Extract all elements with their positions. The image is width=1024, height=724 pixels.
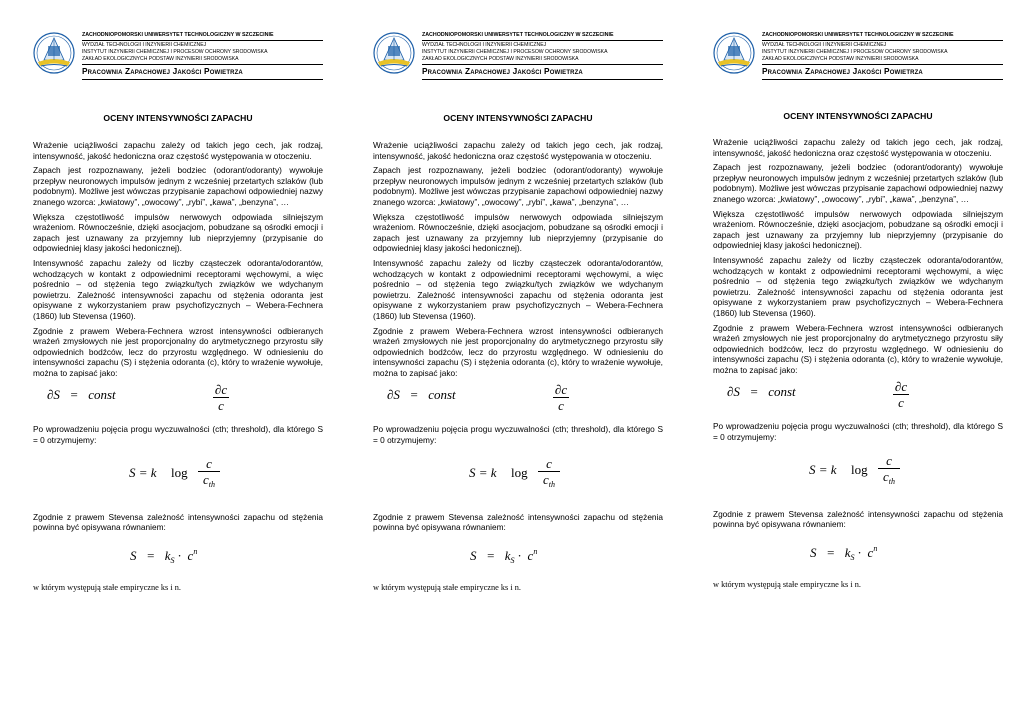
- stevens-formula: $S = k_S \cdot c^n$: [130, 546, 198, 565]
- paragraph: Wrażenie uciążliwości zapachu zależy od takich jego cech, jak rodzaj, intensywność, jakość hedoniczna oraz częstość występowania w otoczeniu.: [713, 137, 1003, 158]
- document-body: [373, 140, 663, 597]
- paragraph: Intensywność zapachu zależy od liczby cząsteczek odoranta/odorantów, wchodzących w kontakt z odpowiednimi receptorami węchowymi, a więc pośrednio – od stężenia tego związku/tych związków we wdychanym powietrzu. Zależność intensywności zapachu od stężenia odoranta jest opisywane z wykorzystaniem praw psychofizycznych – Webera-Fechnera (1860) lub Stevensa (1960).: [33, 257, 323, 321]
- weber-fechner-formula: ∂S = const ∂c c: [727, 379, 908, 411]
- final-note: w którym występują stałe empiryczne ks i n.: [373, 582, 521, 592]
- document-header: [33, 28, 323, 78]
- paragraph: Zgodnie z prawem Stevensa zależność intensywności zapachu od stężenia powinna być opisywana równaniem:: [373, 511, 663, 533]
- paragraph: Wrażenie uciążliwości zapachu zależy od takich jego cech, jak rodzaj, intensywność, jakość hedoniczna oraz częstość występowania w otoczeniu.: [373, 140, 663, 161]
- lab-name: Pracownia Zapachowej Jakości Powietrza: [762, 66, 923, 77]
- university-name: ZACHODNIOPOMORSKI UNIWERSYTET TECHNOLOGICZNY W SZCZECINIE: [82, 32, 274, 38]
- final-note: w którym występują stałe empiryczne ks i n.: [33, 582, 181, 592]
- paragraph: Zgodnie z prawem Stevensa zależność intensywności zapachu od stężenia powinna być opisywana równaniem:: [713, 508, 1003, 530]
- document-header: [713, 28, 1003, 78]
- weber-fechner-formula: ∂S = const ∂c c: [387, 382, 568, 414]
- university-name: ZACHODNIOPOMORSKI UNIWERSYTET TECHNOLOGICZNY W SZCZECINIE: [762, 32, 954, 38]
- paragraph: Zgodnie z prawem Webera-Fechnera wzrost intensywności odbieranych wrażeń zmysłowych nie jest proporcjonalny do arytmetycznego przyrostu siły odpowiednich bodźców, lecz do przyrostu względnego. W odniesieniu do intensywności zapachu (S) i stężenia odoranta (c), który to wrażenie wywołuje, można to zapisać jako:: [373, 325, 663, 378]
- paragraph: Po wprowadzeniu pojęcia progu wyczuwalności (cth; threshold), dla którego S = 0 otrzymujemy:: [33, 424, 323, 446]
- document-header: [373, 28, 663, 78]
- paragraph: Po wprowadzeniu pojęcia progu wyczuwalności (cth; threshold), dla którego S = 0 otrzymujemy:: [713, 421, 1003, 443]
- institute-name: INSTYTUT INŻYNIERII CHEMICZNEJ I PROCESÓW OCHRONY ŚRODOWISKA: [422, 49, 608, 56]
- department-name: ZAKŁAD EKOLOGICZNYCH PODSTAW INŻYNIERII ŚRODOWISKA: [82, 56, 239, 63]
- paragraph: Większa częstotliwość impulsów nerwowych odpowiada silniejszym wrażeniom. Równocześnie, dzięki asocjacjom, pobudzane są ośrodki emocji i zapach jest uznawany za przyjemny lub nieprzyjemny (przypisanie do odpowiedniej klasy jakości hedonicznej).: [33, 211, 323, 254]
- document-body: [33, 140, 323, 597]
- university-logo-icon: [713, 32, 755, 74]
- paragraph: Większa częstotliwość impulsów nerwowych odpowiada silniejszym wrażeniom. Równocześnie, dzięki asocjacjom, pobudzane są ośrodki emocji i zapach jest uznawany za przyjemny lub nieprzyjemny (przypisanie do odpowiedniej klasy jakości hedonicznej).: [373, 211, 663, 254]
- institute-name: INSTYTUT INŻYNIERII CHEMICZNEJ I PROCESÓW OCHRONY ŚRODOWISKA: [762, 49, 948, 56]
- university-logo-icon: [33, 32, 75, 74]
- document-body: [713, 137, 1003, 594]
- institute-name: INSTYTUT INŻYNIERII CHEMICZNEJ I PROCESÓW OCHRONY ŚRODOWISKA: [82, 49, 268, 56]
- paragraph: Intensywność zapachu zależy od liczby cząsteczek odoranta/odorantów, wchodzących w kontakt z odpowiednimi receptorami węchowymi, a więc pośrednio – od stężenia tego związku/tych związków we wdychanym powietrzu. Zależność intensywności zapachu od stężenia odoranta jest opisywane z wykorzystaniem praw psychofizycznych – Webera-Fechnera (1860) lub Stevensa (1960).: [713, 254, 1003, 318]
- log-formula: S = k log c $c_{th}$: [33, 452, 323, 506]
- paragraph: Wrażenie uciążliwości zapachu zależy od takich jego cech, jak rodzaj, intensywność, jakość hedoniczna oraz częstość występowania w otoczeniu.: [33, 140, 323, 161]
- document-title: OCENY INTENSYWNOŚCI ZAPACHU: [443, 113, 593, 123]
- faculty-name: WYDZIAŁ TECHNOLOGII I INŻYNIERII CHEMICZNEJ: [82, 42, 207, 49]
- faculty-name: WYDZIAŁ TECHNOLOGII I INŻYNIERII CHEMICZNEJ: [422, 42, 547, 49]
- final-note: w którym występują stałe empiryczne ks i n.: [713, 579, 861, 589]
- paragraph: Intensywność zapachu zależy od liczby cząsteczek odoranta/odorantów, wchodzących w kontakt z odpowiednimi receptorami węchowymi, a więc pośrednio – od stężenia tego związku/tych związków we wdychanym powietrzu. Zależność intensywności zapachu od stężenia odoranta jest opisywane z wykorzystaniem praw psychofizycznych – Webera-Fechnera (1860) lub Stevensa (1960).: [373, 257, 663, 321]
- paragraph: Zapach jest rozpoznawany, jeżeli bodziec (odorant/odoranty) wywołuje przepływ neuronowych impulsów jednym z wcześniej przetartych szlaków (lub podobnym). Możliwe jest wówczas przypisanie zapachowi odpowiedniej nazwy znanego wzorca: „kwiatowy”, „owocowy”, „rybi”, „kawa”, „benzyna”, …: [33, 165, 323, 207]
- paragraph: Zapach jest rozpoznawany, jeżeli bodziec (odorant/odoranty) wywołuje przepływ neuronowych impulsów jednym z wcześniej przetartych szlaków (lub podobnym). Możliwe jest wówczas przypisanie zapachowi odpowiedniej nazwy znanego wzorca: „kwiatowy”, „owocowy”, „rybi”, „kawa”, „benzyna”, …: [373, 165, 663, 207]
- log-formula: S = k log c $c_{th}$: [373, 452, 663, 506]
- document-page-middle: [373, 28, 663, 718]
- log-formula: S = k log c $c_{th}$: [713, 449, 1003, 503]
- faculty-name: WYDZIAŁ TECHNOLOGII I INŻYNIERII CHEMICZNEJ: [762, 42, 887, 49]
- document-title: OCENY INTENSYWNOŚCI ZAPACHU: [103, 113, 253, 123]
- paragraph: Zgodnie z prawem Webera-Fechnera wzrost intensywności odbieranych wrażeń zmysłowych nie jest proporcjonalny do arytmetycznego przyrostu siły odpowiednich bodźców, lecz do przyrostu względnego. W odniesieniu do intensywności zapachu (S) i stężenia odoranta (c), który to wrażenie wywołuje, można to zapisać jako:: [713, 322, 1003, 375]
- weber-fechner-formula: ∂S = const ∂c c: [47, 382, 228, 414]
- header-text: [82, 32, 323, 80]
- document-page-right: [713, 28, 1003, 718]
- university-logo-icon: [373, 32, 415, 74]
- lab-name: Pracownia Zapachowej Jakości Powietrza: [82, 66, 243, 77]
- department-name: ZAKŁAD EKOLOGICZNYCH PODSTAW INŻYNIERII ŚRODOWISKA: [762, 56, 919, 63]
- paragraph: Zgodnie z prawem Stevensa zależność intensywności zapachu od stężenia powinna być opisywana równaniem:: [33, 511, 323, 533]
- lab-name: Pracownia Zapachowej Jakości Powietrza: [422, 66, 583, 77]
- document-page-left: [33, 28, 323, 718]
- stevens-formula: $S = k_S \cdot c^n$: [470, 546, 538, 565]
- paragraph: Większa częstotliwość impulsów nerwowych odpowiada silniejszym wrażeniom. Równocześnie, dzięki asocjacjom, pobudzane są ośrodki emocji i zapach jest uznawany za przyjemny lub nieprzyjemny (przypisanie do odpowiedniej klasy jakości hedonicznej).: [713, 208, 1003, 251]
- department-name: ZAKŁAD EKOLOGICZNYCH PODSTAW INŻYNIERII ŚRODOWISKA: [422, 56, 579, 63]
- document-title: OCENY INTENSYWNOŚCI ZAPACHU: [783, 111, 933, 121]
- paragraph: Zapach jest rozpoznawany, jeżeli bodziec (odorant/odoranty) wywołuje przepływ neuronowych impulsów jednym z wcześniej przetartych szlaków (lub podobnym). Możliwe jest wówczas przypisanie zapachowi odpowiedniej nazwy znanego wzorca: „kwiatowy”, „owocowy”, „rybi”, „kawa”, „benzyna”, …: [713, 162, 1003, 204]
- header-text: [762, 32, 1003, 80]
- paragraph: Po wprowadzeniu pojęcia progu wyczuwalności (cth; threshold), dla którego S = 0 otrzymujemy:: [373, 424, 663, 446]
- paragraph: Zgodnie z prawem Webera-Fechnera wzrost intensywności odbieranych wrażeń zmysłowych nie jest proporcjonalny do arytmetycznego przyrostu siły odpowiednich bodźców, lecz do przyrostu względnego. W odniesieniu do intensywności zapachu (S) i stężenia odoranta (c), który to wrażenie wywołuje, można to zapisać jako:: [33, 325, 323, 378]
- stevens-formula: $S = k_S \cdot c^n$: [810, 543, 878, 562]
- university-name: ZACHODNIOPOMORSKI UNIWERSYTET TECHNOLOGICZNY W SZCZECINIE: [422, 32, 614, 38]
- header-text: [422, 32, 663, 80]
